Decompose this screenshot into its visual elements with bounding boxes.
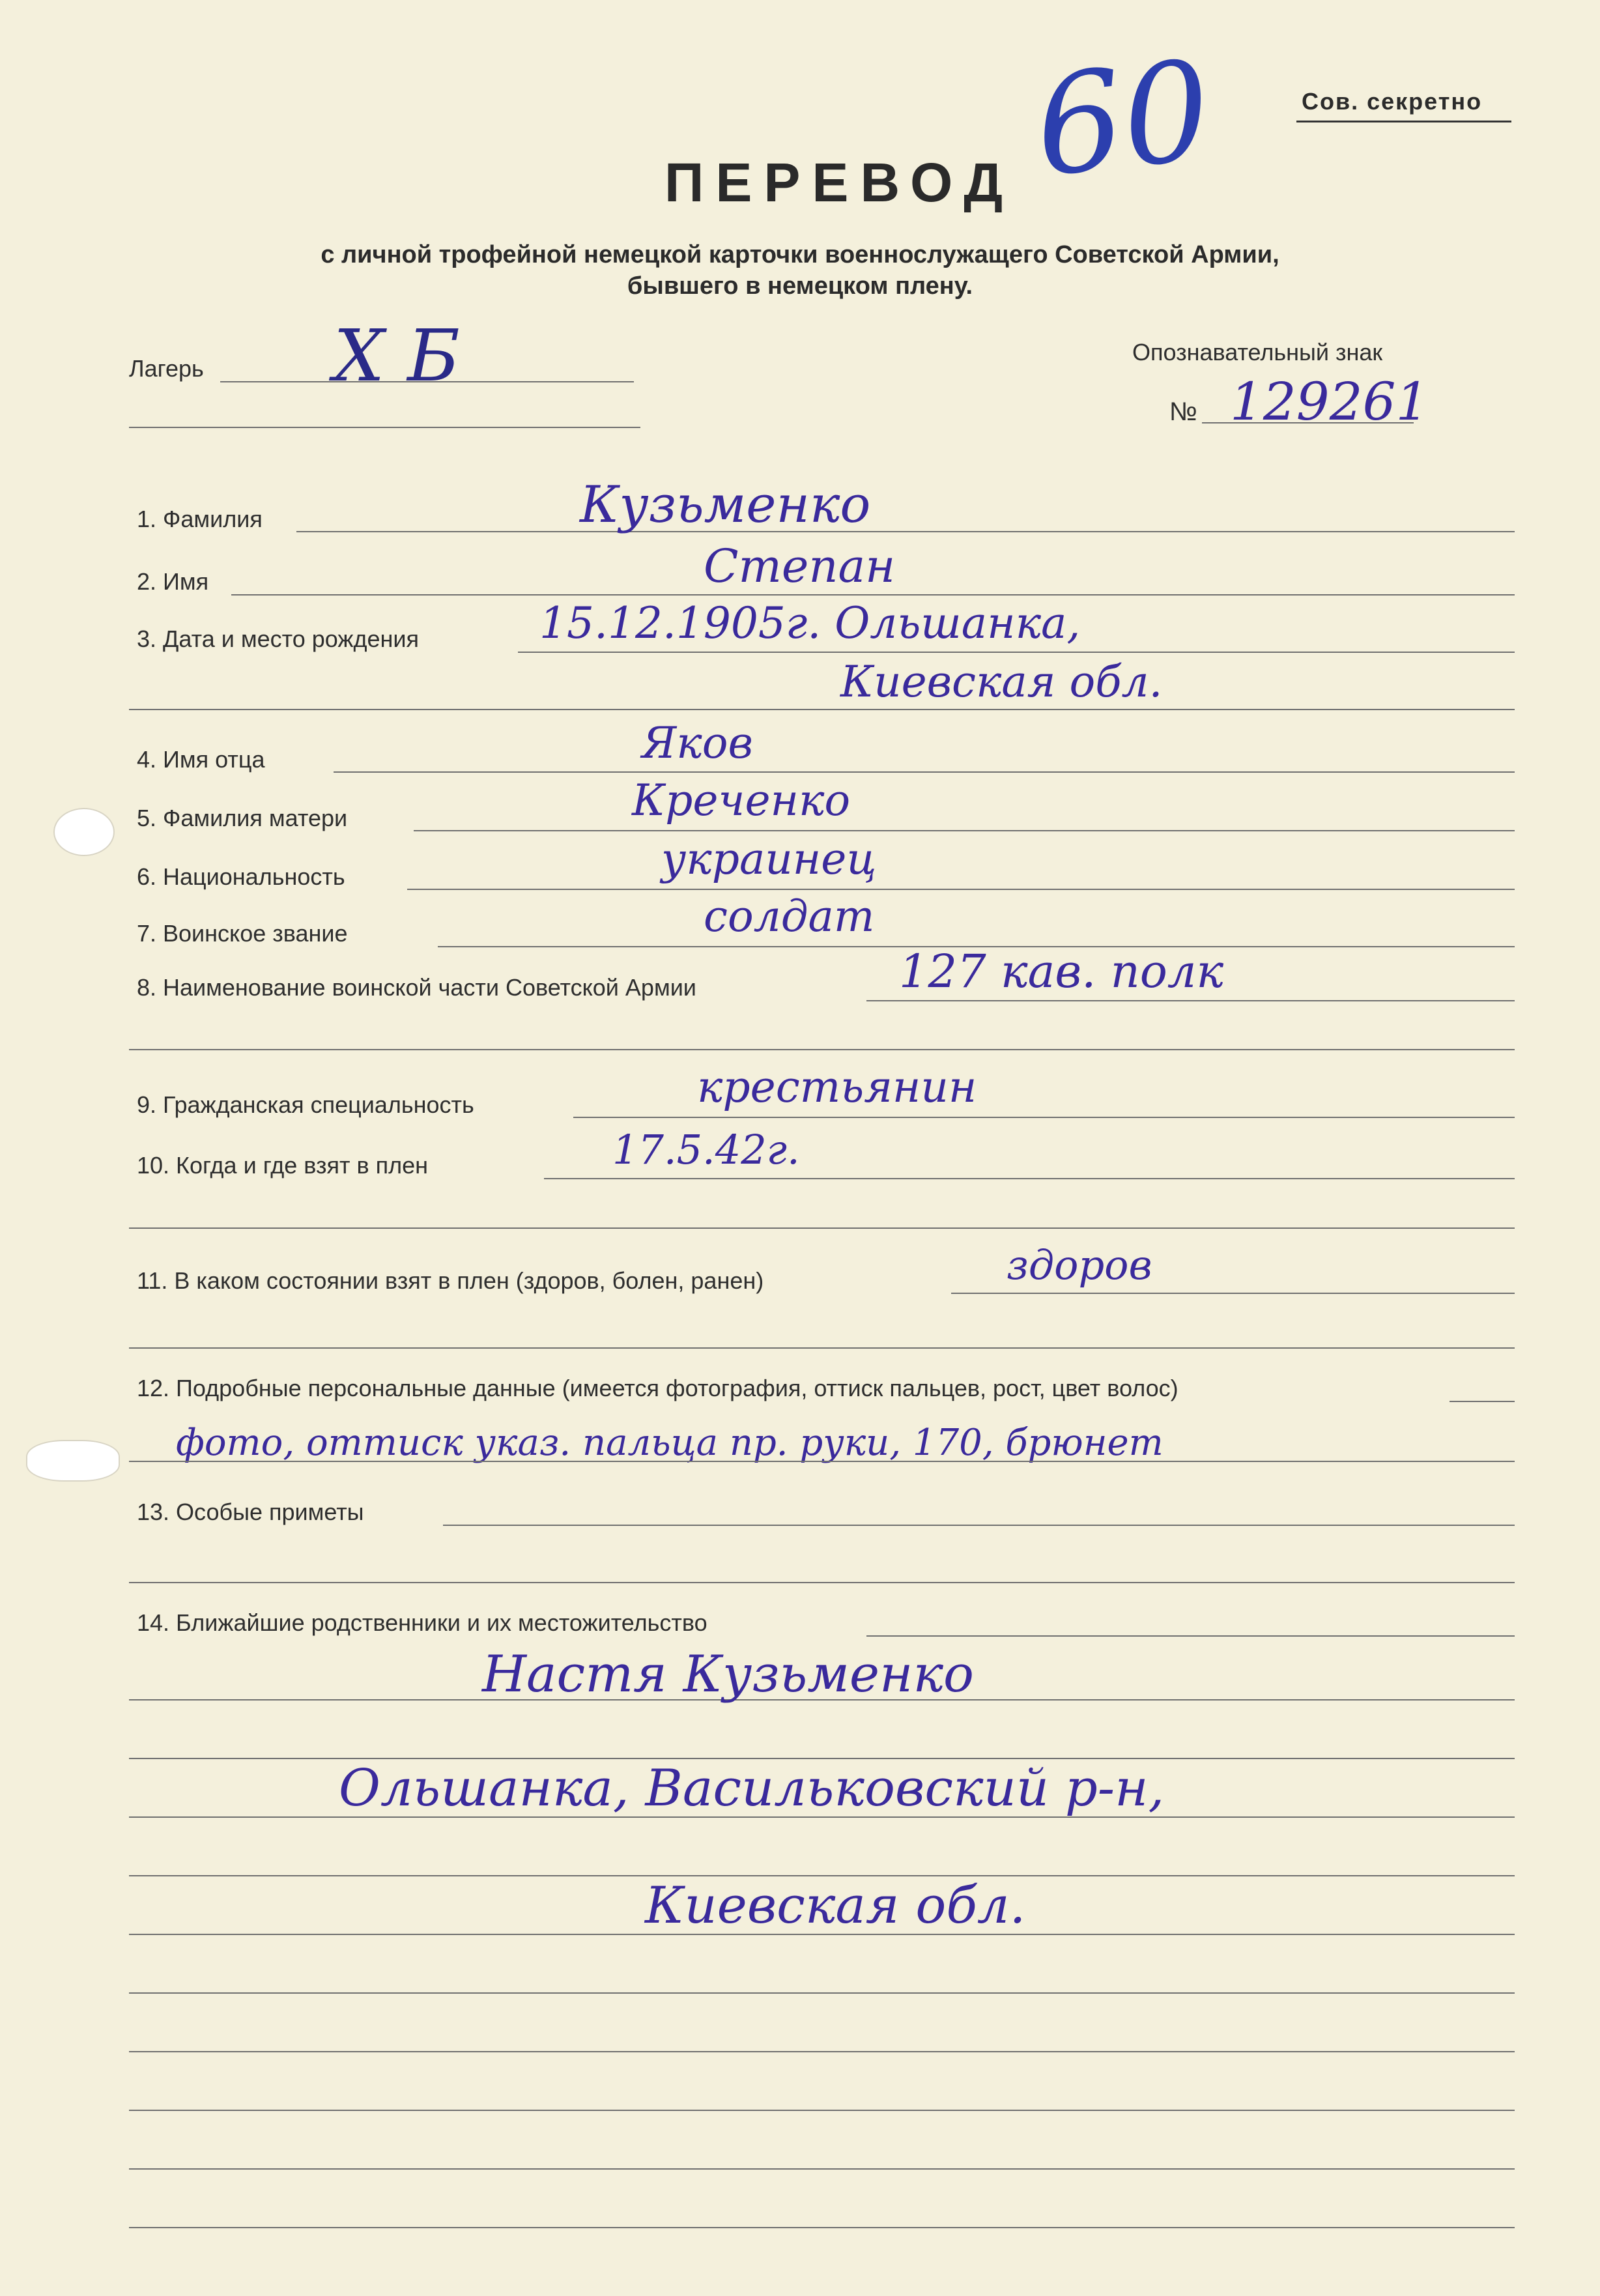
field-captured-label: 10. Когда и где взят в плен (137, 1152, 428, 1179)
field-relatives-line-8 (129, 2051, 1515, 2052)
field-captured-value: 17.5.42г. (612, 1126, 800, 1173)
field-birth-line (518, 652, 1515, 653)
id-number-value: 129261 (1230, 371, 1429, 432)
field-surname-line (296, 531, 1515, 532)
subtitle-line-2: бывшего в немецком плену. (627, 272, 973, 300)
field-relatives-line-10 (129, 2168, 1515, 2170)
field-occupation-value: крестьянин (697, 1062, 977, 1112)
page-title: ПЕРЕВОД (664, 152, 1015, 213)
field-personal-data-line-2 (129, 1461, 1515, 1462)
field-nationality-value: украинец (661, 834, 877, 884)
handwritten-sheet-number: 60 (1027, 30, 1218, 208)
field-relatives-value: Настя Кузьменко (482, 1645, 974, 1704)
field-mother-label: 5. Фамилия матери (137, 805, 348, 831)
field-relatives-value-3: Киевская обл. (645, 1876, 1026, 1935)
field-unit-value: 127 кав. полк (899, 945, 1224, 998)
field-father-value: Яков (642, 718, 753, 768)
field-surname-label: 1. Фамилия (137, 506, 263, 532)
field-condition-line (951, 1293, 1515, 1294)
field-rank-label: 7. Воинское звание (137, 920, 348, 947)
field-relatives-line-11 (129, 2227, 1515, 2228)
field-relatives-label: 14. Ближайшие родственники и их местожительство (137, 1609, 707, 1636)
field-occupation-line (573, 1117, 1515, 1118)
field-first-name-line (231, 594, 1515, 596)
field-special-marks-label: 13. Особые приметы (137, 1499, 364, 1525)
field-special-marks-line-2 (129, 1582, 1515, 1583)
field-relatives-line-7 (129, 1992, 1515, 1994)
field-rank-value: солдат (704, 891, 875, 941)
punch-hole-top (53, 808, 115, 856)
field-birth-value-2: Киевская обл. (840, 657, 1163, 707)
field-birth-line-2 (129, 709, 1515, 710)
field-condition-line-2 (129, 1347, 1515, 1349)
field-condition-label: 11. В каком состоянии взят в плен (здоров, болен, ранен) (137, 1267, 764, 1294)
field-nationality-line (407, 889, 1515, 890)
classification-stamp: Сов. секретно (1302, 88, 1483, 115)
field-relatives-line-9 (129, 2110, 1515, 2111)
camp-value: X Б (334, 314, 461, 397)
field-birth-value: 15.12.1905г. Ольшанка, (539, 598, 1081, 648)
field-mother-line (414, 830, 1515, 831)
field-surname-value: Кузьменко (580, 476, 871, 534)
field-birth-label: 3. Дата и место рождения (137, 625, 419, 652)
id-tag-label: Опознавательный знак (1132, 339, 1383, 366)
field-unit-label: 8. Наименование воинской части Советской Армии (137, 974, 696, 1001)
field-occupation-label: 9. Гражданская специальность (137, 1091, 474, 1118)
field-first-name-value: Степан (704, 539, 896, 593)
subtitle-line-1: с личной трофейной немецкой карточки военнослужащего Советской Армии, (321, 241, 1279, 268)
field-captured-line-2 (129, 1227, 1515, 1229)
field-father-line (334, 771, 1515, 773)
camp-line-extra (129, 427, 640, 428)
field-personal-data-value: фото, оттиск указ. пальца пр. руки, 170, брюнет (176, 1422, 1164, 1464)
field-first-name-label: 2. Имя (137, 568, 209, 595)
field-personal-data-label: 12. Подробные персональные данные (имеется фотография, оттиск пальцев, рост, цвет волос) (137, 1375, 1179, 1401)
field-personal-data-line (1450, 1401, 1515, 1402)
camp-label: Лагерь (129, 355, 204, 382)
field-unit-line-2 (129, 1049, 1515, 1050)
field-special-marks-line (443, 1525, 1515, 1526)
field-relatives-line (866, 1635, 1515, 1637)
field-condition-value: здоров (1007, 1241, 1152, 1289)
field-unit-line (866, 1000, 1515, 1001)
field-father-label: 4. Имя отца (137, 746, 265, 773)
punch-hole-bottom (26, 1440, 120, 1482)
classification-underline (1296, 121, 1511, 122)
field-relatives-value-2: Ольшанка, Васильковский р-н, (339, 1759, 1165, 1818)
id-number-sign: № (1169, 397, 1197, 426)
field-captured-line (544, 1178, 1515, 1179)
field-mother-value: Креченко (632, 775, 851, 825)
field-nationality-label: 6. Национальность (137, 863, 345, 890)
